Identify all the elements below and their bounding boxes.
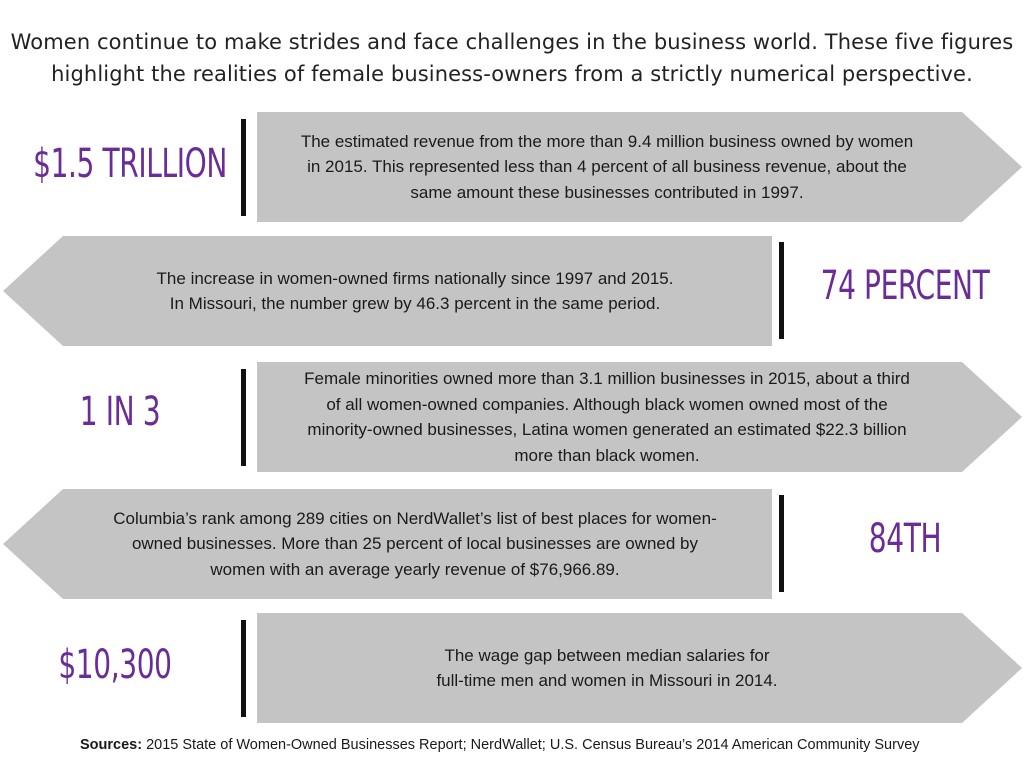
intro-line-2: highlight the realities of female business-owners from a strictly numerical perspective. (51, 62, 973, 86)
figure-line: of all women-owned companies. Although black women owned most of the (326, 394, 888, 414)
figure-description (60, 236, 770, 346)
figure-line: same amount these businesses contributed in 1997. (410, 182, 804, 202)
figure-line: The increase in women-owned firms nationally since 1997 and 2015. (156, 268, 674, 288)
divider-bar (779, 495, 784, 592)
figure-line: In Missouri, the number grew by 46.3 percent in the same period. (169, 294, 661, 313)
figure-line: minority-owned businesses, Latina women generated an estimated $22.3 billion (307, 420, 907, 439)
stat-value: $1.5 TRILLION (33, 141, 227, 187)
figure-line: more than black women. (514, 445, 700, 465)
figure-description (262, 613, 952, 723)
sources-text: 2015 State of Women-Owned Businesses Report; NerdWallet; U.S. Census Bureau’s 2014 American Community Survey (142, 737, 920, 753)
figure-row-4 (0, 488, 1024, 600)
figure-description (262, 112, 952, 222)
figure-row-2 (0, 235, 1024, 347)
stat-value: 84TH (868, 516, 942, 562)
divider-bar (779, 242, 784, 339)
figure-row-3 (0, 361, 1024, 473)
figure-line: in 2015. This represented less than 4 percent of all business revenue, about the (307, 157, 907, 177)
divider-bar (241, 369, 246, 466)
sources-label: Sources: (80, 737, 143, 753)
sources-footer (80, 737, 920, 753)
figure-line: full-time men and women in Missouri in 2014. (436, 671, 778, 690)
figure-line: owned businesses. More than 25 percent of local businesses are owned by (131, 534, 699, 554)
figure-description (262, 362, 952, 472)
figure-line: Female minorities owned more than 3.1 million businesses in 2015, about a third (304, 369, 910, 388)
figure-row-1 (0, 111, 1024, 223)
figure-line: The wage gap between median salaries for (444, 645, 770, 665)
intro-text (0, 26, 1024, 90)
figure-line: Columbia’s rank among 289 cities on NerdWallet’s list of best places for women- (113, 508, 717, 528)
stat-value: $10,300 (58, 642, 172, 688)
figure-description (60, 489, 770, 599)
figure-line: women with an average yearly revenue of $76,966.89. (210, 559, 620, 579)
intro-line-1: Women continue to make strides and face challenges in the business world. These five figures (10, 30, 1014, 54)
stat-value: 74 PERCENT (820, 263, 990, 309)
divider-bar (241, 620, 246, 717)
figure-row-5 (0, 612, 1024, 724)
divider-bar (241, 119, 246, 216)
stat-value: 1 IN 3 (79, 389, 161, 435)
figure-line: The estimated revenue from the more than 9.4 million business owned by women (300, 131, 914, 151)
